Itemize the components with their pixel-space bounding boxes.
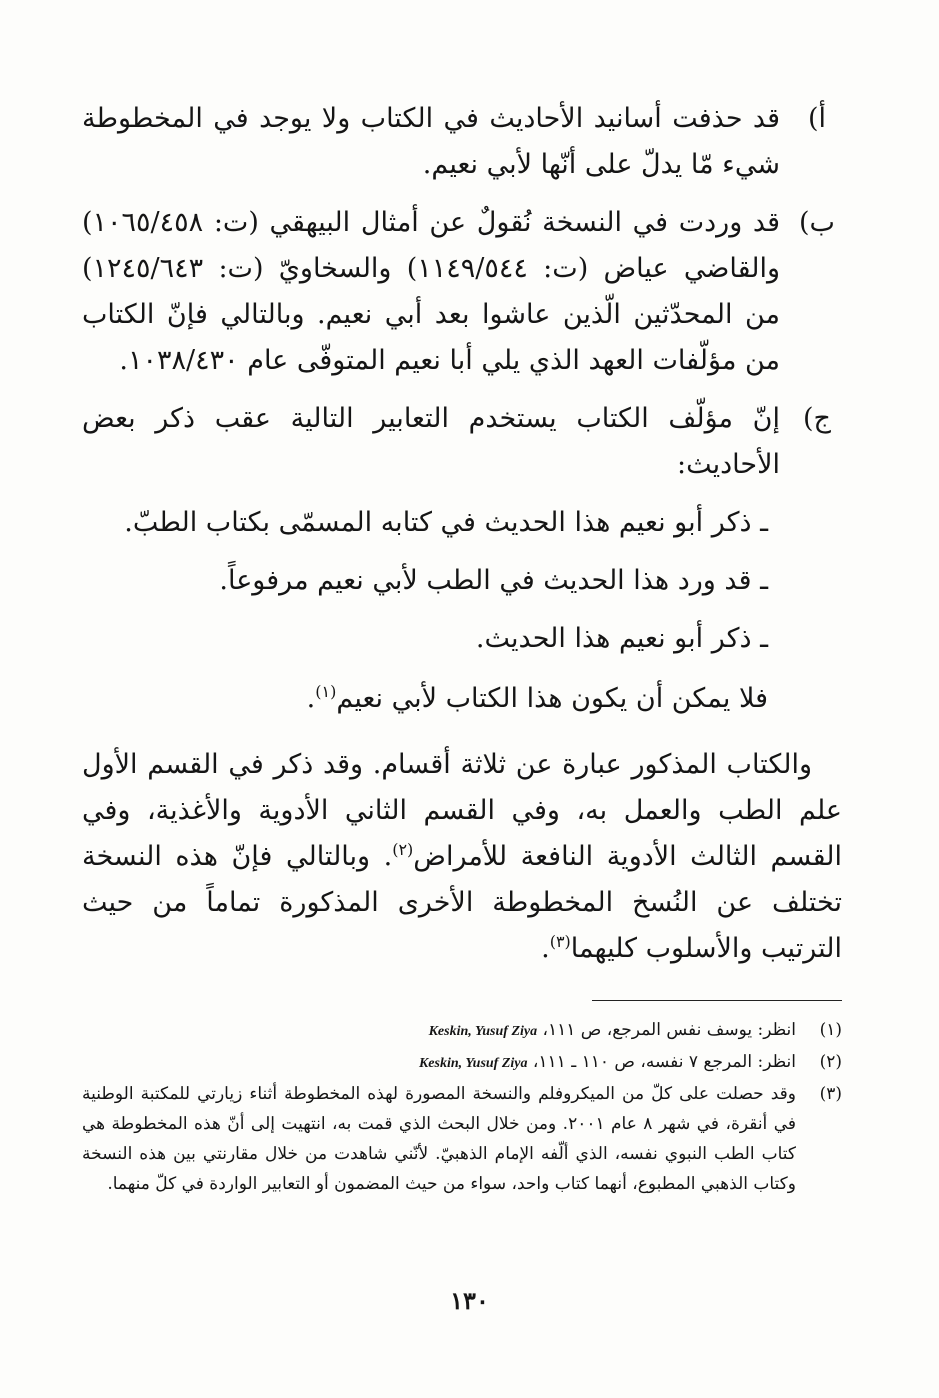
item-mark: ج) bbox=[803, 403, 831, 434]
footnote-1 bbox=[82, 1015, 842, 1047]
footnote-mark: (٢) bbox=[819, 1052, 842, 1072]
footnote-3 bbox=[82, 1079, 842, 1199]
footnote-latin: Keskin, Yusuf Ziya bbox=[428, 1024, 538, 1039]
footnotes bbox=[82, 1015, 842, 1199]
footnote-divider bbox=[592, 1000, 842, 1001]
main-paragraph bbox=[82, 742, 842, 972]
footnote-mark: (٣) bbox=[819, 1084, 842, 1104]
item-text: قد حذفت أسانيد الأحاديث في الكتاب ولا يوجد في المخطوطة شيء مّا يدلّ على أنّها لأبي نعيم. bbox=[82, 103, 780, 180]
footnote-ref-1[interactable]: (١) bbox=[315, 682, 337, 701]
item-text: إنّ مؤلّف الكتاب يستخدم التعابير التالية عقب ذكر بعض الأحاديث: bbox=[82, 403, 780, 480]
conclusion bbox=[82, 676, 842, 722]
sub-item-3: ـ ذكر أبو نعيم هذا الحديث. bbox=[475, 623, 768, 654]
item-a bbox=[82, 96, 842, 188]
item-mark: أ) bbox=[807, 103, 827, 134]
footnote-text: وقد حصلت على كلّ من الميكروفلم والنسخة المصورة لهذه المخطوطة أثناء زيارتي للمكتبة الوطنية في أنقرة، في شهر ٨ عام ٢٠٠١. ومن خلال البحث الذي قمت به، انتهيت إلى أنّ هذه المخطوطة هي كتاب الطب النبوي نفسه، الذي ألّفه الإمام الذهبيّ. لأنّني شاهدت من خلال مقارنتي بين هذه النسخة وكتاب الذهبي المطبوع، أنهما كتاب واحد، سواء من حيث المضمون أو التعابير الواردة في كلّ منهما. bbox=[82, 1084, 797, 1194]
footnote-ref-3[interactable]: (٣) bbox=[549, 932, 571, 951]
sub-item-1: ـ ذكر أبو نعيم هذا الحديث في كتابه المسمّى بكتاب الطبّ. bbox=[124, 507, 768, 538]
footnote-text: انظر: يوسف نفس المرجع، ص ١١١، bbox=[537, 1020, 796, 1040]
footnote-latin: Keskin, Yusuf Ziya bbox=[418, 1056, 528, 1071]
footnote-text: انظر: المرجع ٧ نفسه، ص ١١٠ ـ ١١١، bbox=[527, 1052, 796, 1072]
page-body bbox=[82, 96, 842, 1199]
paragraph-part2: . وبالتالي فإنّ هذه النسخة تختلف عن النُسخ المخطوطة الأخرى المذكورة تماماً من حيث الترتيب والأسلوب كليهما bbox=[82, 841, 842, 964]
paragraph-part1: والكتاب المذكور عبارة عن ثلاثة أقسام. وقد ذكر في القسم الأول علم الطب والعمل به، وفي القسم الثاني الأدوية والأغذية، وفي القسم الثالث الأدوية النافعة للأمراض bbox=[82, 749, 842, 872]
sub-item-2: ـ قد ورد هذا الحديث في الطب لأبي نعيم مرفوعاً. bbox=[219, 565, 768, 596]
paragraph-end: . bbox=[541, 933, 550, 964]
conclusion-text: فلا يمكن أن يكون هذا الكتاب لأبي نعيم bbox=[336, 683, 768, 714]
footnote-2 bbox=[82, 1047, 842, 1079]
item-mark: ب) bbox=[799, 207, 835, 238]
conclusion-end: . bbox=[306, 683, 316, 714]
item-c bbox=[82, 396, 842, 488]
footnote-ref-2[interactable]: (٢) bbox=[392, 840, 414, 859]
item-text: قد وردت في النسخة نُقولٌ عن أمثال البيهقي (ت: ١٠٦٥/٤٥٨) والقاضي عياض (ت: ١١٤٩/٥٤٤) والسخاويّ (ت: ١٢٤٥/٦٤٣) من المحدّثين الّذين عاشوا بعد أبي نعيم. وبالتالي فإنّ الكتاب من مؤلّفات العهد الذي يلي أبا نعيم المتوفّى عام ١٠٣٨/٤٣٠. bbox=[82, 207, 780, 376]
page-number: ١٣٠ bbox=[450, 1286, 489, 1315]
footnote-mark: (١) bbox=[819, 1020, 842, 1040]
item-b bbox=[82, 200, 842, 384]
